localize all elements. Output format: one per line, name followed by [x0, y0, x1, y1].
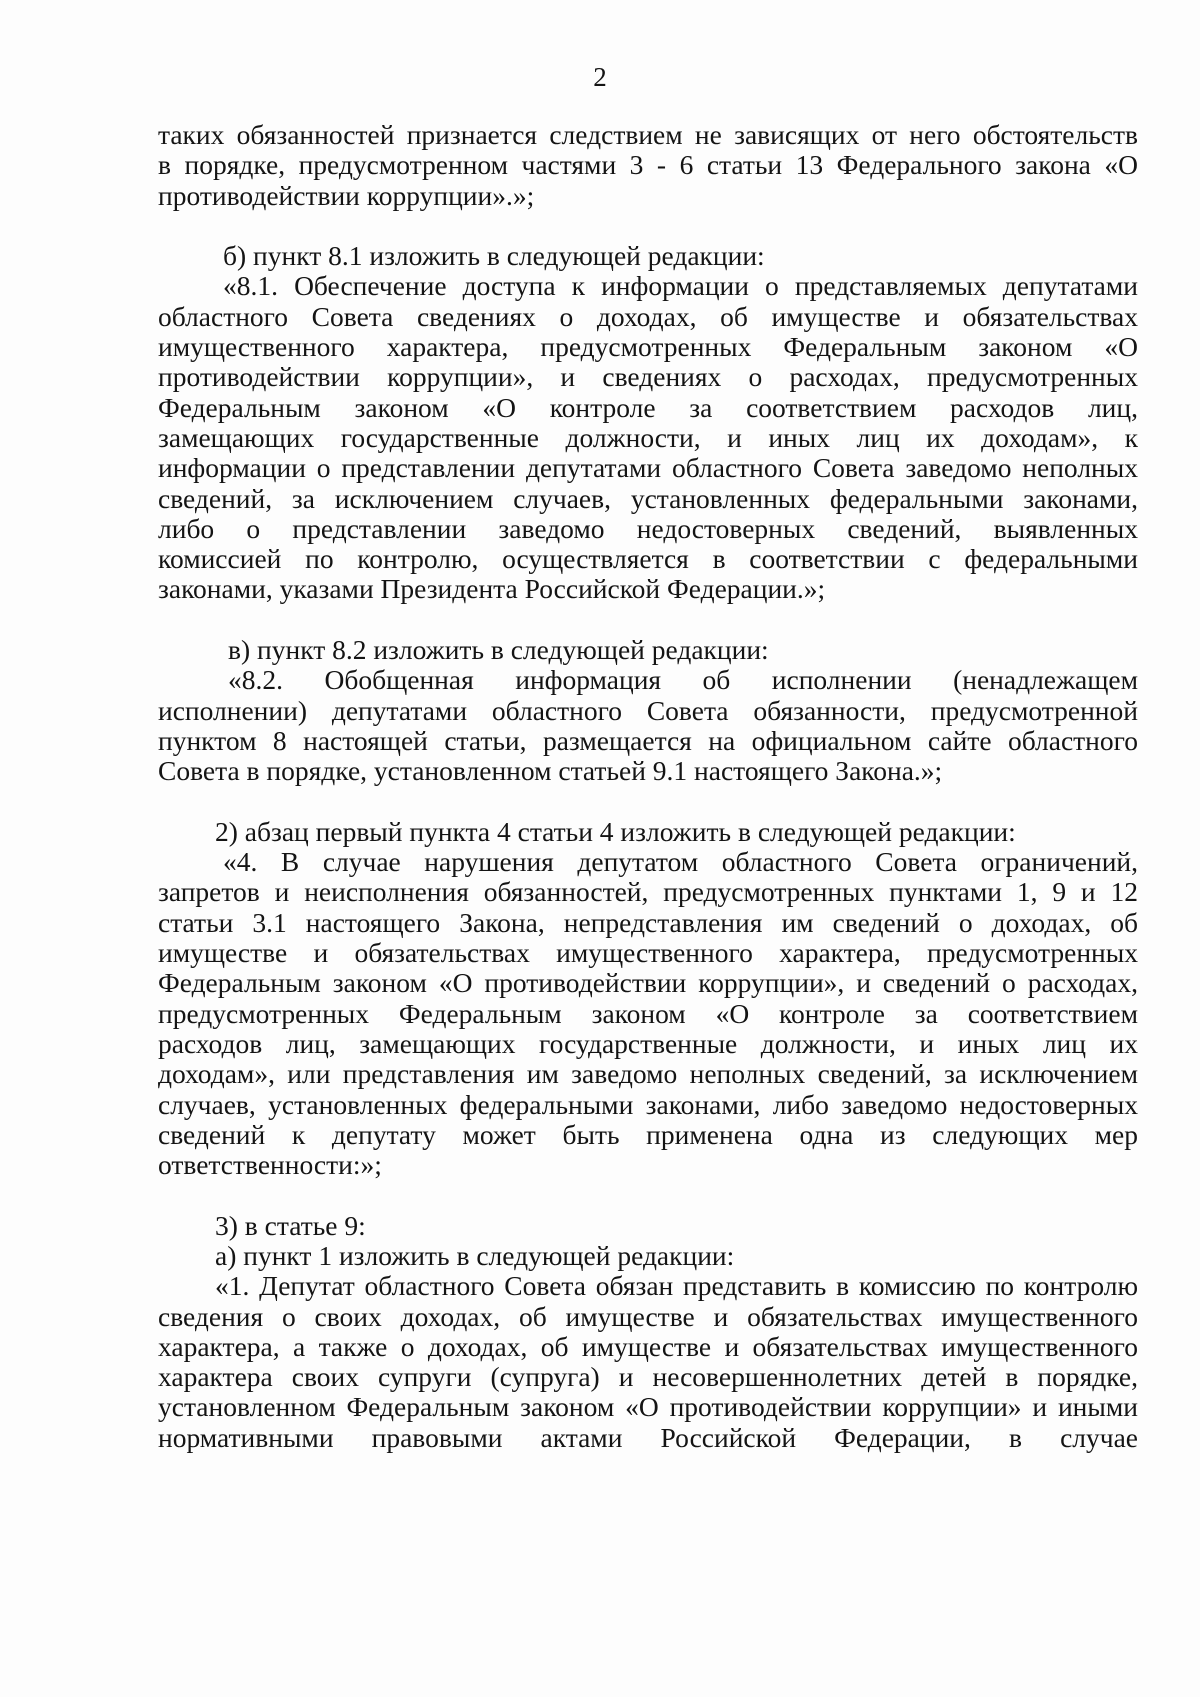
text-line: установленном Федеральным законом «О противодействии коррупции» и иными — [158, 1391, 1138, 1423]
text-line: б) пункт 8.1 изложить в следующей редакции: — [223, 240, 765, 272]
text-line: в) пункт 8.2 изложить в следующей редакции: — [228, 634, 769, 666]
text-line: областного Совета сведениях о доходах, об имуществе и обязательствах — [158, 300, 1138, 332]
text-line: таких обязанностей признается следствием не зависящих от него обстоятельств — [158, 119, 1138, 150]
text-line: противодействии коррупции», и сведениях о расходах, предусмотренных — [158, 361, 1138, 393]
text-line: замещающих государственные должности, и иных лиц их доходам», к — [158, 421, 1138, 453]
text-line: Федеральным законом «О противодействии коррупции», и сведений о расходах, — [158, 967, 1138, 999]
text-line: сведений, за исключением случаев, установленных федеральными законами, — [158, 482, 1138, 514]
text-line: противодействии коррупции».»; — [158, 179, 535, 211]
paragraph-gap — [158, 1180, 1138, 1210]
text-line: исполнении) депутатами областного Совета обязанности, предусмотренной — [158, 694, 1138, 726]
text-line: Федеральным законом «О контроле за соответствием расходов лиц, — [158, 391, 1138, 423]
text-line: имуществе и обязательствах имущественного характера, предусмотренных — [158, 937, 1138, 969]
text-line: нормативными правовыми актами Российской Федерации, в случае — [158, 1421, 1138, 1453]
text-line: предусмотренных Федеральным законом «О контроле за соответствием — [158, 997, 1138, 1029]
paragraph-gap — [158, 605, 1138, 635]
text-line: ответственности:»; — [158, 1149, 382, 1181]
text-line: характера, а также о доходах, об имуществе и обязательствах имущественного — [158, 1330, 1138, 1362]
text-line: сведения о своих доходах, об имуществе и обязательствах имущественного — [158, 1300, 1138, 1332]
text-line: пунктом 8 настоящей статьи, размещается на официальном сайте областного — [158, 724, 1138, 756]
text-line: Совета в порядке, установленном статьей 9.1 настоящего Закона.»; — [158, 755, 943, 787]
text-line: случаев, установленных федеральными законами, либо заведомо недостоверных — [158, 1088, 1138, 1120]
text-line: расходов лиц, замещающих государственные должности, и иных лиц их — [158, 1027, 1138, 1059]
paragraph-gap — [158, 211, 1138, 241]
text-line: имущественного характера, предусмотренных Федеральным законом «О — [158, 331, 1138, 363]
text-line: «4. В случае нарушения депутатом областного Совета ограничений, — [223, 846, 1138, 878]
text-line: статьи 3.1 настоящего Закона, непредставления им сведений о доходах, об — [158, 906, 1138, 938]
document-body — [158, 120, 1138, 1453]
text-line: сведений к депутату может быть применена одна из следующих мер — [158, 1118, 1138, 1150]
paragraph-gap — [158, 787, 1138, 817]
text-line: «8.1. Обеспечение доступа к информации о представляемых депутатами — [223, 270, 1138, 302]
text-line: комиссией по контролю, осуществляется в соответствии с федеральными — [158, 543, 1138, 575]
text-line: в порядке, предусмотренном частями 3 - 6 статьи 13 Федерального закона «О — [158, 149, 1138, 181]
text-line: запретов и неисполнения обязанностей, предусмотренных пунктами 1, 9 и 12 — [158, 876, 1138, 908]
text-line: «1. Депутат областного Совета обязан представить в комиссию по контролю — [215, 1270, 1138, 1302]
text-line: 3) в статье 9: — [215, 1209, 366, 1241]
text-line: характера своих супруги (супруга) и несовершеннолетних детей в порядке, — [158, 1361, 1138, 1393]
text-line: либо о представлении заведомо недостоверных сведений, выявленных — [158, 512, 1138, 544]
text-line: «8.2. Обобщенная информация об исполнении (ненадлежащем — [228, 664, 1138, 696]
text-line: 2) абзац первый пункта 4 статьи 4 изложить в следующей редакции: — [215, 815, 1016, 847]
text-line: а) пункт 1 изложить в следующей редакции: — [215, 1239, 735, 1271]
text-line: доходам», или представления им заведомо неполных сведений, за исключением — [158, 1058, 1138, 1090]
page-number: 2 — [593, 62, 607, 92]
text-line: информации о представлении депутатами областного Совета заведомо неполных — [158, 452, 1138, 484]
text-line: законами, указами Президента Российской Федерации.»; — [158, 573, 826, 605]
